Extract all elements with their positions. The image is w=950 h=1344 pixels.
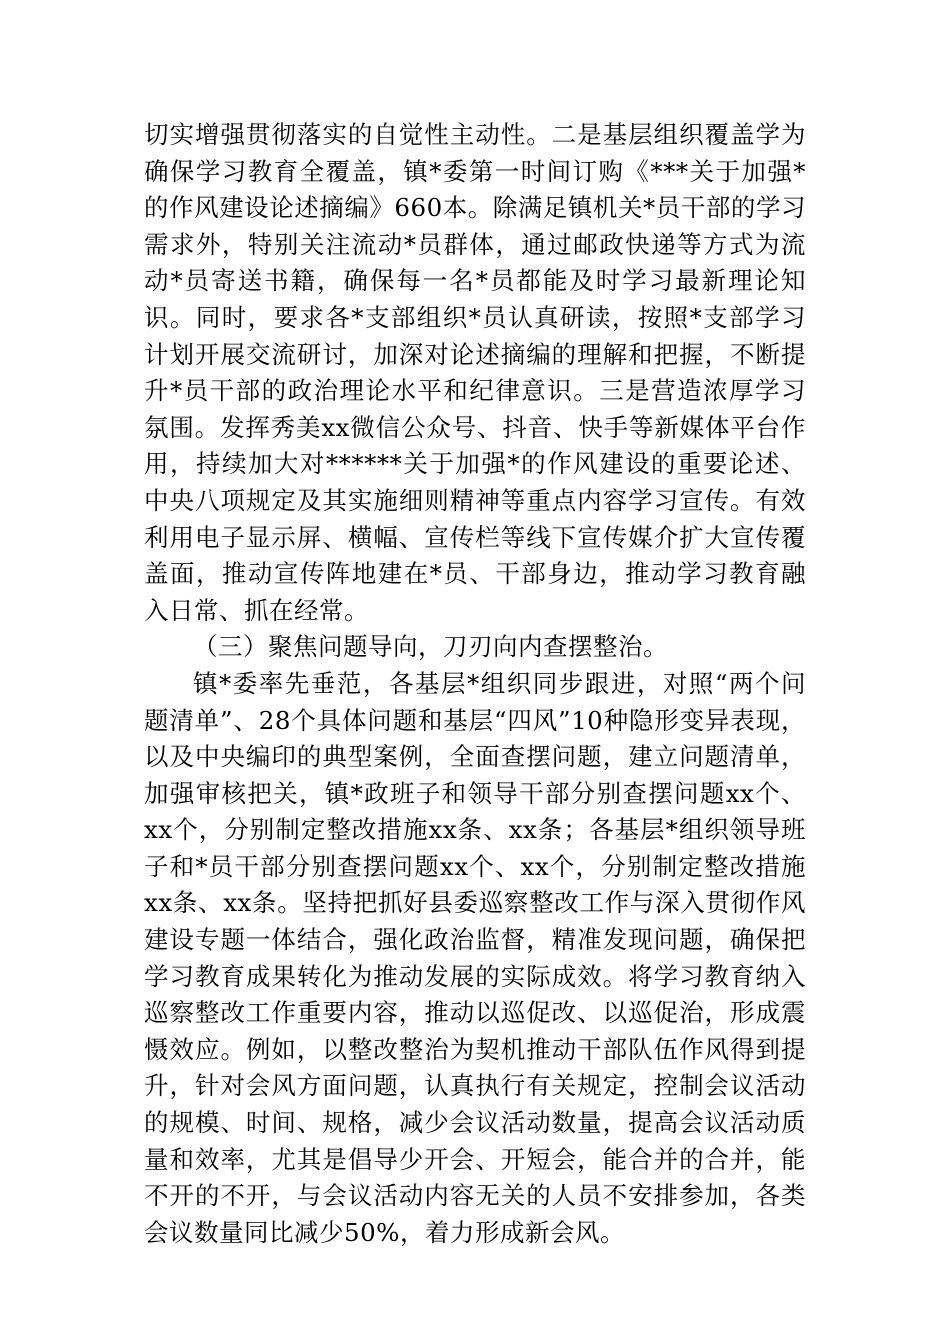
paragraph-study-coverage: 切实增强贯彻落实的自觉性主动性。二是基层组织覆盖学为确保学习教育全覆盖，镇*委第一时间订购《***关于加强*的作风建设论述摘编》660本。除满足镇机关*员干部的学习需求外，特别关注流动*员群体，通过邮政快递等方式为流动*员寄送书籍，确保每一名*员都能及时学习最新理论知识。同时，要求各*支部组织*员认真研读，按照*支部学习计划开展交流研讨，加深对论述摘编的理解和把握，不断提升*员干部的政治理论水平和纪律意识。三是营造浓厚学习氛围。发挥秀美xx微信公众号、抖音、快手等新媒体平台作用，持续加大对******关于加强*的作风建设的重要论述、中央八项规定及其实施细则精神等重点内容学习宣传。有效利用电子显示屏、横幅、宣传栏等线下宣传媒介扩大宣传覆盖面，推动宣传阵地建在*员、干部身边，推动学习教育融入日常、抓在经常。	[144, 120, 806, 625]
section-heading-problem-rectification: （三）聚焦问题导向，刀刃向内查摆整治。	[193, 632, 668, 662]
document-body	[144, 117, 806, 1251]
paragraph-problem-rectification: 镇*委率先垂范，各基层*组织同步跟进，对照“两个问题清单”、28个具体问题和基层“四风”10种隐形变异表现，以及中央编印的典型案例，全面查摆问题，建立问题清单，加强审核把关，镇*政班子和领导干部分别查摆问题xx个、xx个，分别制定整改措施xx条、xx条；各基层*组织领导班子和*员干部分别查摆问题xx个、xx个，分别制定整改措施xx条、xx条。坚持把抓好县委巡察整改工作与深入贯彻作风建设专题一体结合，强化政治监督，精准发现问题，确保把学习教育成果转化为推动发展的实际成效。将学习教育纳入巡察整改工作重要内容，推动以巡促改、以巡促治，形成震慑效应。例如，以整改整治为契机推动干部队伍作风得到提升，针对会风方面问题，认真执行有关规定，控制会议活动的规模、时间、规格，减少会议活动数量，提高会议活动质量和效率，尤其是倡导少开会、开短会，能合并的合并，能不开的不开，与会议活动内容无关的人员不安排参加，各类会议数量同比减少50%，着力形成新会风。	[144, 668, 806, 1247]
